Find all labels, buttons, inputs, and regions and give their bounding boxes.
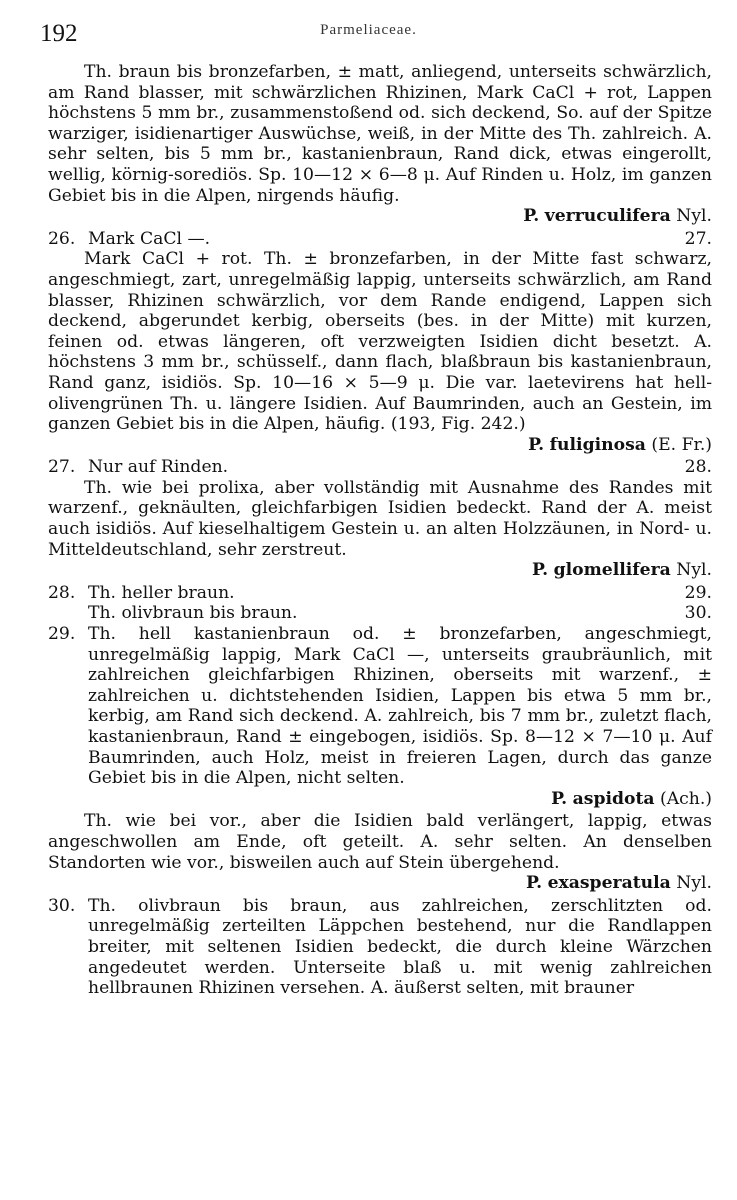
species-name [48,435,712,456]
key-couplet [48,896,712,999]
species-genus: P. [532,560,549,581]
couplet-number: 30. [48,895,76,916]
species-name [48,789,712,810]
couplet-lead: 27. [684,228,712,249]
paragraph: Th. wie bei vor., aber die Isidien bald verlängert, lappig, etwas angeschwollen am Ende, oft geteilt. A. sehr selten. An denselben Standorten wie vor., bisweilen auch auf Stein übergehend. [48,811,712,873]
paragraph: Mark CaCl + rot. Th. ± bronzefarben, in der Mitte fast schwarz, angeschmiegt, zart, unregelmäßig lappig, unterseits schwärzlich, am Rand blasser, Rhizinen schwärzlich, vor dem Rande endigend, Lappen sich deckend, abgerundet kerbig, oberseits (bes. in der Mitte) mit kurzen, feinen od. etwas längeren, oft verzweigten Isidien dicht besetzt. A. höchstens 3 mm br., schüsself., dann flach, blaßbraun bis kastanienbraun, Rand ganz, isidiös. Sp. 10—16 × 5—9 μ. Die var. laetevirens hat hell-olivengrünen Th. u. längere Isidien. Auf Baumrinden, auch an Gestein, im ganzen Gebiet bis in die Alpen, häufig. (193, Fig. 242.) [48,249,712,435]
couplet-text: Th. hell kastanienbraun od. ± bronzefarben, angeschmiegt, unregelmäßig lappig, Mark CaCl —, unterseits graubräunlich, mit zahlreichen gleichfarbigen Rhizinen, oberseits mit warzenf., ± zahlreichen u. dichtstehenden Isidien, Lappen bis etwa 5 mm br., kerbig, am Rand sich deckend. A. zahlreich, bis 7 mm br., zuletzt flach, kastanienbraun, Rand ± eingebogen, isidiös. Sp. 8—12 × 7—10 μ. Auf Baumrinden, auch Holz, meist in freieren Lagen, durch das ganze Gebiet bis in die Alpen, nicht selten. [88,624,712,789]
species-epithet: aspidota [572,788,655,809]
species-genus: P. [551,788,568,809]
couplet-lead: 28. [684,457,712,478]
paragraph: Th. wie bei prolixa, aber vollständig mit Ausnahme des Randes mit warzenf., geknäulten, gleichfarbigen Isidien bedeckt. Rand der A. meist auch isidiös. Auf kieselhaltigem Gestein u. an alten Holzzäunen, in Nord- u. Mitteldeutschland, sehr zerstreut. [48,477,712,560]
key-couplet-alt [48,603,712,624]
species-name [48,873,712,894]
couplet-number: 29. [48,624,76,645]
species-author: (E. Fr.) [651,434,712,455]
couplet-text: Th. heller braun. [88,582,235,603]
page-header [0,18,737,48]
species-genus: P. [528,434,545,455]
couplet-number: 27. [48,457,76,478]
key-couplet [48,583,712,604]
couplet-text: Th. olivbraun bis braun, aus zahlreichen, zerschlitzten od. unregelmäßig zerteilten Läppchen bestehend, nur die Randlappen breiter, mit seltenen Isidien bedeckt, die durch kleine Wärzchen angedeutet werden. Unterseite blaß u. mit wenig zahlreichen hellbraunen Rhizinen versehen. A. äußerst selten, mit brauner [88,895,712,999]
species-name [48,206,712,227]
species-author: Nyl. [676,560,712,581]
species-epithet: glomellifera [553,560,671,581]
key-couplet [48,624,712,789]
species-genus: P. [526,873,543,894]
species-epithet: verruculifera [544,206,671,227]
species-name [48,560,712,581]
key-couplet [48,457,712,478]
running-title: Parmeliaceae. [320,22,417,38]
couplet-number: 28. [48,582,76,603]
species-author: Nyl. [676,873,712,894]
page-body [48,62,712,999]
species-genus: P. [523,206,540,227]
key-couplet [48,229,712,250]
couplet-number: 26. [48,228,76,249]
couplet-lead: 29. [684,582,712,603]
page-number: 192 [40,20,78,47]
couplet-text: Nur auf Rinden. [88,457,229,478]
couplet-lead: 30. [684,603,712,624]
couplet-text: Mark CaCl —. [88,228,211,249]
paragraph: Th. braun bis bronzefarben, ± matt, anliegend, unterseits schwärzlich, am Rand blasser, mit schwärzlichen Rhizinen, Mark CaCl + rot, Lappen höchstens 5 mm br., zusammenstoßend od. sich deckend, So. auf der Spitze warziger, isidienartiger Auswüchse, weiß, in der Mitte des Th. zahlreich. A. sehr selten, bis 5 mm br., kastanienbraun, Rand dick, etwas eingerollt, wellig, körnig-sorediös. Sp. 10—12 × 6—8 μ. Auf Rinden u. Holz, im ganzen Gebiet bis in die Alpen, nirgends häufig. [48,62,712,206]
species-epithet: exasperatula [547,873,671,894]
species-author: Nyl. [676,206,712,227]
couplet-text: Th. olivbraun bis braun. [88,603,298,624]
species-author: (Ach.) [660,788,712,809]
species-epithet: fuliginosa [549,434,646,455]
